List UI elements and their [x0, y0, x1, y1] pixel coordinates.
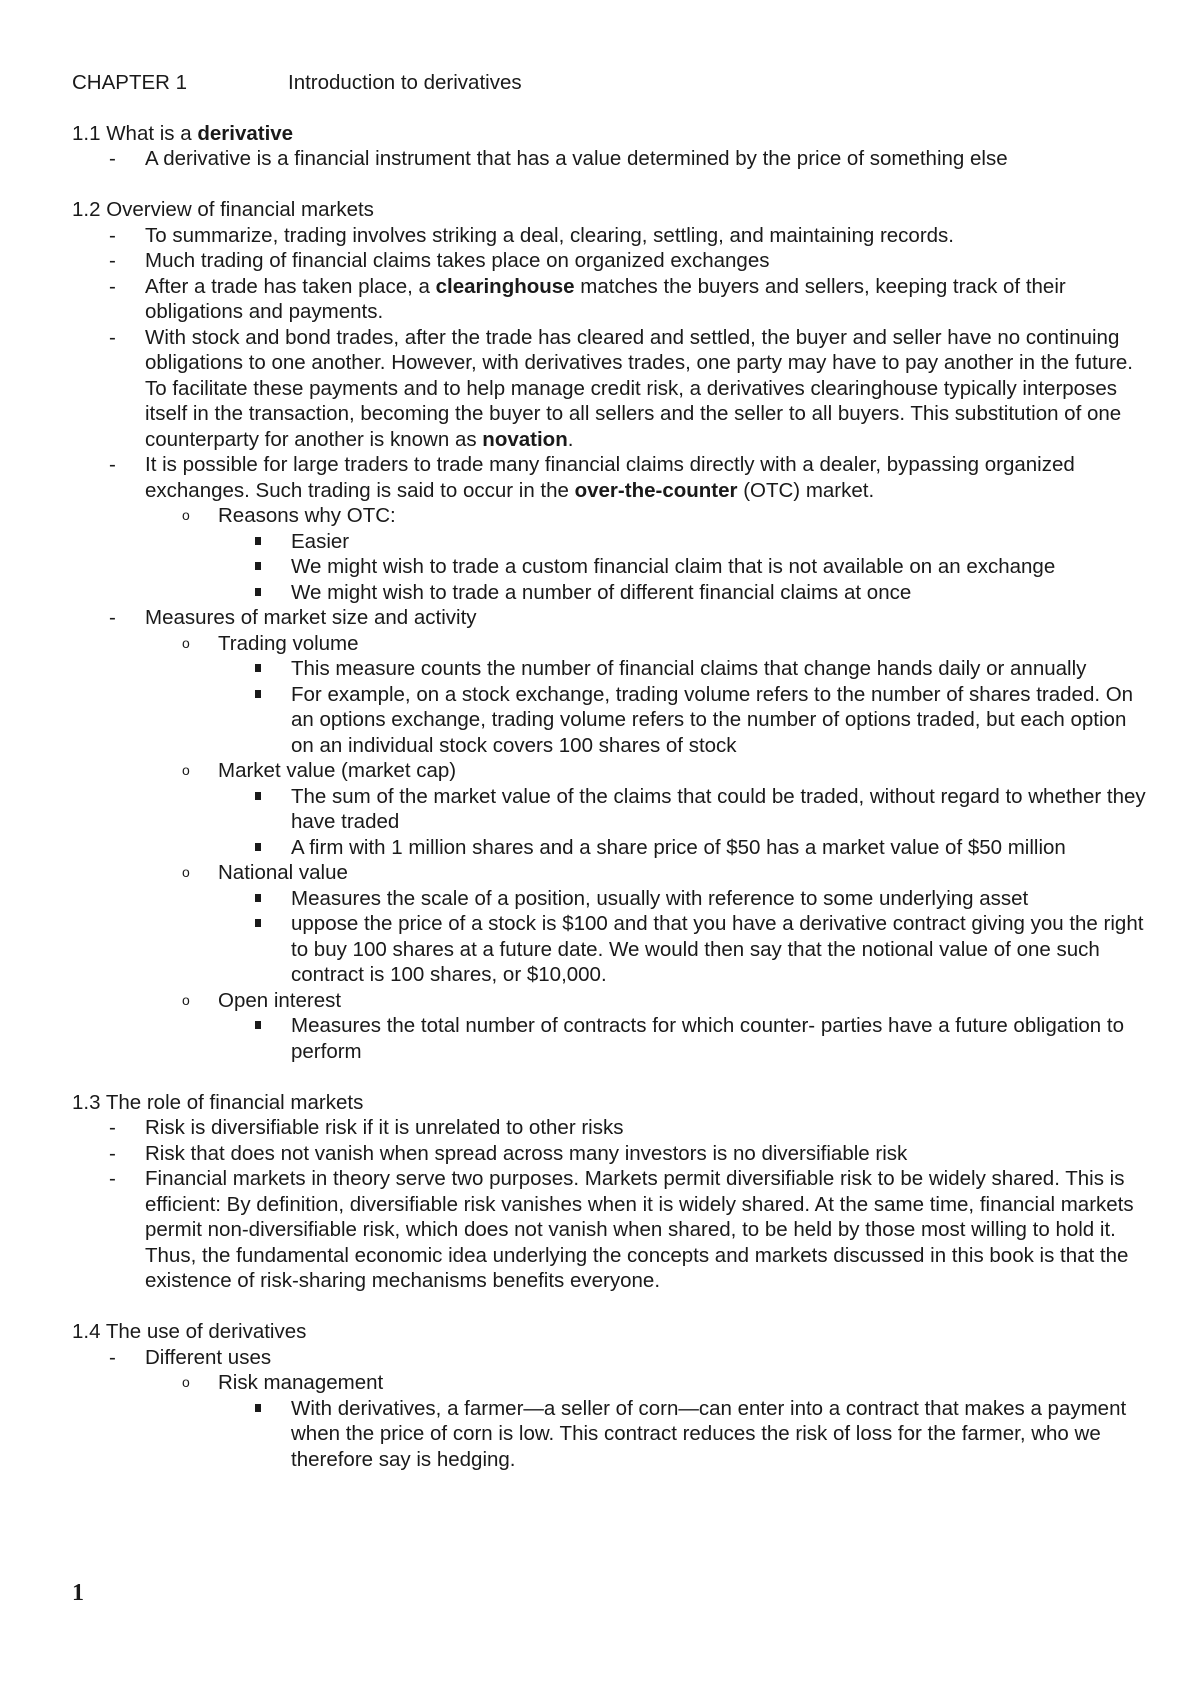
- item-text: Measures of market size and activity: [145, 606, 477, 629]
- item-text: .: [567, 427, 574, 451]
- list-item: [72, 1166, 1152, 1294]
- item-text: Measures the scale of a position, usually with reference to some underlying asset: [291, 886, 1029, 910]
- item-text: To summarize, trading involves striking a deal, clearing, settling, and maintaining records.: [145, 223, 954, 247]
- square-marker: [255, 664, 261, 672]
- item-text: With derivatives, a farmer—a seller of corn—can enter into a contract that makes a payment when the price of corn is low. This contract reduces the risk of loss for the farmer, who we therefore say is hedging.: [291, 1396, 1127, 1471]
- item-text: This measure counts the number of financial claims that change hands daily or annually: [291, 657, 1087, 680]
- item-text: A derivative is a financial instrument that has a value determined by the price of something else: [145, 147, 1008, 170]
- dash-marker: -: [109, 1141, 116, 1165]
- bold-term: clearinghouse: [435, 274, 575, 298]
- item-text: It is possible for large traders to trade many financial claims directly with a dealer, bypassing organized exchanges. Such trading is said to occur in the: [145, 453, 1075, 502]
- square-marker: [255, 792, 261, 800]
- item-text: We might wish to trade a number of different financial claims at once: [291, 580, 912, 604]
- document-page: [72, 70, 1152, 1498]
- section-title: 1.4 The use of derivatives: [72, 1320, 307, 1343]
- sub-list-item: [145, 860, 1152, 988]
- item-text: uppose the price of a stock is $100 and that you have a derivative contract giving you the right to buy 100 shares at a future date. We would then say that the notional value of one such contract is 100 shares, or $10,000.: [291, 912, 1144, 986]
- list-item: [72, 605, 1152, 1064]
- square-marker: [255, 894, 261, 902]
- square-marker: [255, 537, 261, 545]
- sub-sub-list-item: [218, 835, 1152, 861]
- item-text: Reasons why OTC:: [218, 504, 396, 527]
- item-text: Different uses: [145, 1345, 272, 1369]
- list-item: [72, 248, 1152, 274]
- item-text: Market value (market cap): [218, 759, 457, 782]
- sub-sub-list-item: [218, 1013, 1152, 1064]
- dash-marker: -: [109, 325, 116, 349]
- section-1-4: [72, 1319, 1152, 1472]
- sub-sub-list-item: [218, 784, 1152, 835]
- dash-marker: -: [109, 274, 116, 298]
- section-title: [72, 121, 1152, 147]
- title-bold-term: derivative: [197, 121, 294, 145]
- item-text: (OTC) market.: [737, 478, 875, 502]
- sub-sub-list-item: [218, 911, 1152, 988]
- bold-term: novation: [482, 427, 568, 451]
- item-text: With stock and bond trades, after the trade has cleared and settled, the buyer and seller have no continuing obligations to one another. However, with derivatives trades, one party may have to pay another in the future. To facilitate these payments and to help manage credit risk, a derivatives clearinghouse typically interposes itself in the transaction, becoming the buyer to all sellers and the seller to all buyers. This substitution of one counterparty for another is known as: [145, 325, 1134, 451]
- item-text: Much trading of financial claims takes place on organized exchanges: [145, 249, 770, 272]
- sub-sub-list-item: [218, 682, 1152, 759]
- bold-term: over-the-counter: [574, 478, 738, 502]
- circle-marker: o: [182, 864, 190, 880]
- item-text: Trading volume: [218, 631, 359, 655]
- chapter-number: CHAPTER 1: [72, 71, 188, 94]
- section-1-3: [72, 1090, 1152, 1294]
- dash-marker: -: [109, 453, 116, 476]
- chapter-title: Introduction to derivatives: [288, 71, 522, 94]
- sub-sub-list-item: [218, 580, 1152, 606]
- item-text: Risk that does not vanish when spread across many investors is no diversifiable risk: [145, 1141, 908, 1165]
- item-text: Measures the total number of contracts for which counter- parties have a future obligation to perform: [291, 1014, 1124, 1063]
- circle-marker: o: [182, 634, 190, 651]
- item-text: After a trade has taken place, a: [145, 274, 436, 298]
- dash-marker: -: [109, 1116, 116, 1139]
- dash-marker: -: [109, 223, 116, 247]
- list-item: [72, 223, 1152, 249]
- section-title: 1.2 Overview of financial markets: [72, 198, 374, 221]
- sub-sub-list-item: [218, 656, 1152, 682]
- title-text: 1.1 What is a: [72, 121, 198, 145]
- sub-sub-list-item: [218, 1396, 1152, 1473]
- item-text: Open interest: [218, 988, 342, 1012]
- square-marker: [255, 919, 261, 927]
- sub-list-item: [145, 758, 1152, 860]
- page-number: 1: [72, 1580, 84, 1606]
- sub-sub-list-item: [218, 886, 1152, 912]
- list-item: [72, 274, 1152, 325]
- sub-list-item: [145, 503, 1152, 605]
- circle-marker: o: [182, 1374, 190, 1390]
- dash-marker: -: [109, 147, 116, 170]
- item-text: The sum of the market value of the claims that could be traded, without regard to whether they have traded: [291, 784, 1146, 833]
- square-marker: [255, 588, 261, 596]
- list-item: [72, 452, 1152, 605]
- sub-list-item: [145, 988, 1152, 1065]
- circle-marker: o: [182, 762, 190, 778]
- list-item: [72, 1345, 1152, 1473]
- square-marker: [255, 1021, 261, 1029]
- square-marker: [255, 562, 261, 570]
- list-item: [72, 1141, 1152, 1167]
- square-marker: [255, 690, 261, 698]
- sub-sub-list-item: [218, 529, 1152, 555]
- sub-sub-list-item: [218, 554, 1152, 580]
- sub-list-item: [145, 1370, 1152, 1472]
- dash-marker: -: [109, 249, 116, 272]
- section-1-2: [72, 197, 1152, 1064]
- square-marker: [255, 1404, 261, 1412]
- circle-marker: o: [182, 991, 190, 1008]
- item-text: For example, on a stock exchange, trading volume refers to the number of shares traded. On an options exchange, trading volume refers to the number of options traded, but each option on an individual stock covers 100 shares of stock: [291, 682, 1134, 757]
- dash-marker: -: [109, 1167, 116, 1190]
- list-item: [72, 325, 1152, 453]
- item-text: A firm with 1 million shares and a share price of $50 has a market value of $50 million: [291, 835, 1066, 859]
- item-text: Risk is diversifiable risk if it is unrelated to other risks: [145, 1116, 624, 1139]
- chapter-heading: [72, 70, 1152, 96]
- item-text: Risk management: [218, 1371, 384, 1394]
- list-item: [72, 146, 1152, 172]
- sub-list-item: [145, 631, 1152, 759]
- square-marker: [255, 843, 261, 851]
- section-1-1: [72, 121, 1152, 172]
- item-text: National value: [218, 861, 348, 884]
- circle-marker: o: [182, 507, 190, 523]
- list-item: [72, 1115, 1152, 1141]
- section-title: 1.3 The role of financial markets: [72, 1090, 364, 1114]
- item-text: matches the buyers and sellers, keeping track of their obligations and payments.: [145, 274, 1066, 323]
- dash-marker: -: [109, 1345, 116, 1369]
- dash-marker: -: [109, 606, 116, 629]
- item-text: Financial markets in theory serve two purposes. Markets permit diversifiable risk to be widely shared. This is efficient: By definition, diversifiable risk vanishes when it is widely shared. At the same time, financial markets permit non-diversifiable risk, which does not vanish when shared, to be held by those most willing to hold it. Thus, the fundamental economic idea underlying the concepts and markets discussed in this book is that the existence of risk-sharing mechanisms benefits everyone.: [145, 1167, 1134, 1292]
- item-text: Easier: [291, 529, 350, 553]
- item-text: We might wish to trade a custom financial claim that is not available on an exchange: [291, 555, 1056, 578]
